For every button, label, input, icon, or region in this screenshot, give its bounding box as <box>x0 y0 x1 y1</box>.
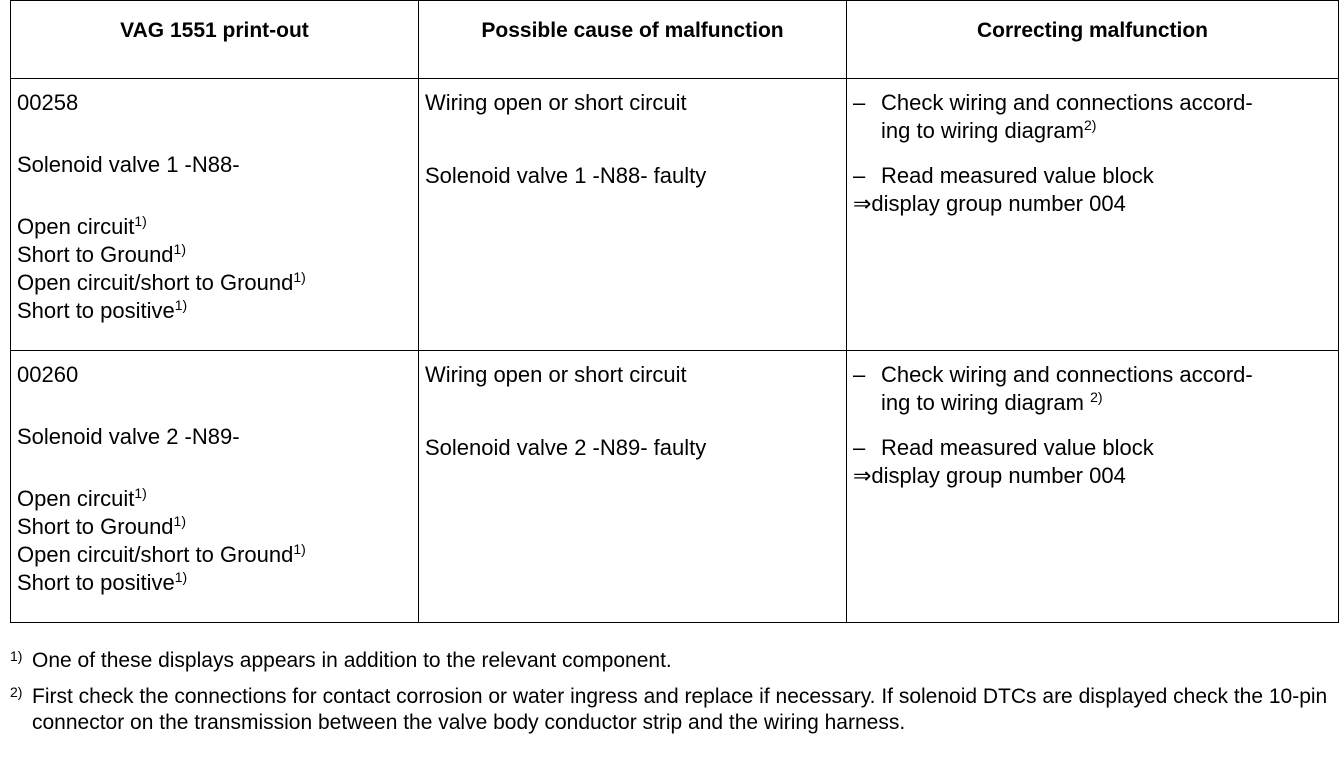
display-item: Short to Ground$^{1)}$ <box>17 513 186 539</box>
cause-cell <box>419 351 847 623</box>
footnote <box>10 684 1330 736</box>
cause-text: Wiring open or short circuit <box>425 362 687 387</box>
cause-text: Solenoid valve 2 -N89- faulty <box>425 435 707 460</box>
table-row <box>11 79 1339 351</box>
footnote <box>10 648 1330 674</box>
correction-step: – Read measured value block <box>853 163 1154 188</box>
footnote-marker: 2) <box>10 684 23 700</box>
component-name: Solenoid valve 2 -N89- <box>17 424 240 449</box>
footnotes <box>10 648 1330 746</box>
footnote-marker: 1) <box>10 648 23 664</box>
correction-cell: – Check wiring and connections accord- ing to wiring diagram $^{2)}$ – Read measured value block ⇒display group number 004 <box>847 351 1339 623</box>
header-printout: VAG 1551 print-out <box>11 1 419 79</box>
display-list <box>17 213 412 325</box>
display-list <box>17 485 412 597</box>
cause-cell <box>419 79 847 351</box>
component-name: Solenoid valve 1 -N88- <box>17 152 240 177</box>
correction-step: – Check wiring and connections accord- <box>853 362 1253 387</box>
display-item: Short to positive$^{1)}$ <box>17 569 188 595</box>
printout-cell <box>11 79 419 351</box>
header-cause: Possible cause of malfunction <box>419 1 847 79</box>
table-header-row <box>11 1 1339 79</box>
display-item: Open circuit/short to Ground$^{1)}$ <box>17 541 306 567</box>
fault-code: 00258 <box>17 90 79 115</box>
footnote-text: First check the connections for contact corrosion or water ingress and replace if necessary. If solenoid DTCs are displayed check the 10-pin connector on the transmission between the valve body conductor strip and the wiring harness. <box>32 685 1328 734</box>
display-item: Open circuit/short to Ground$^{1)}$ <box>17 269 306 295</box>
fault-code: 00260 <box>17 362 79 387</box>
display-item: Open circuit$^{1)}$ <box>17 213 147 239</box>
table-row <box>11 351 1339 623</box>
correction-step: – Check wiring and connections accord- <box>853 90 1253 115</box>
correction-step: – Read measured value block <box>853 435 1154 460</box>
display-item: Short to positive$^{1)}$ <box>17 297 188 323</box>
document-page <box>10 0 1338 623</box>
footnote-text: One of these displays appears in addition to the relevant component. <box>32 649 672 672</box>
display-item: Short to Ground$^{1)}$ <box>17 241 186 267</box>
printout-cell <box>11 351 419 623</box>
header-correction: Correcting malfunction <box>847 1 1339 79</box>
display-item: Open circuit$^{1)}$ <box>17 485 147 511</box>
dtc-table <box>10 0 1339 623</box>
correction-cell: – Check wiring and connections accord- ing to wiring diagram$^{2)}$ – Read measured value block ⇒display group number 004 <box>847 79 1339 351</box>
cause-text: Solenoid valve 1 -N88- faulty <box>425 163 707 188</box>
cause-text: Wiring open or short circuit <box>425 90 687 115</box>
